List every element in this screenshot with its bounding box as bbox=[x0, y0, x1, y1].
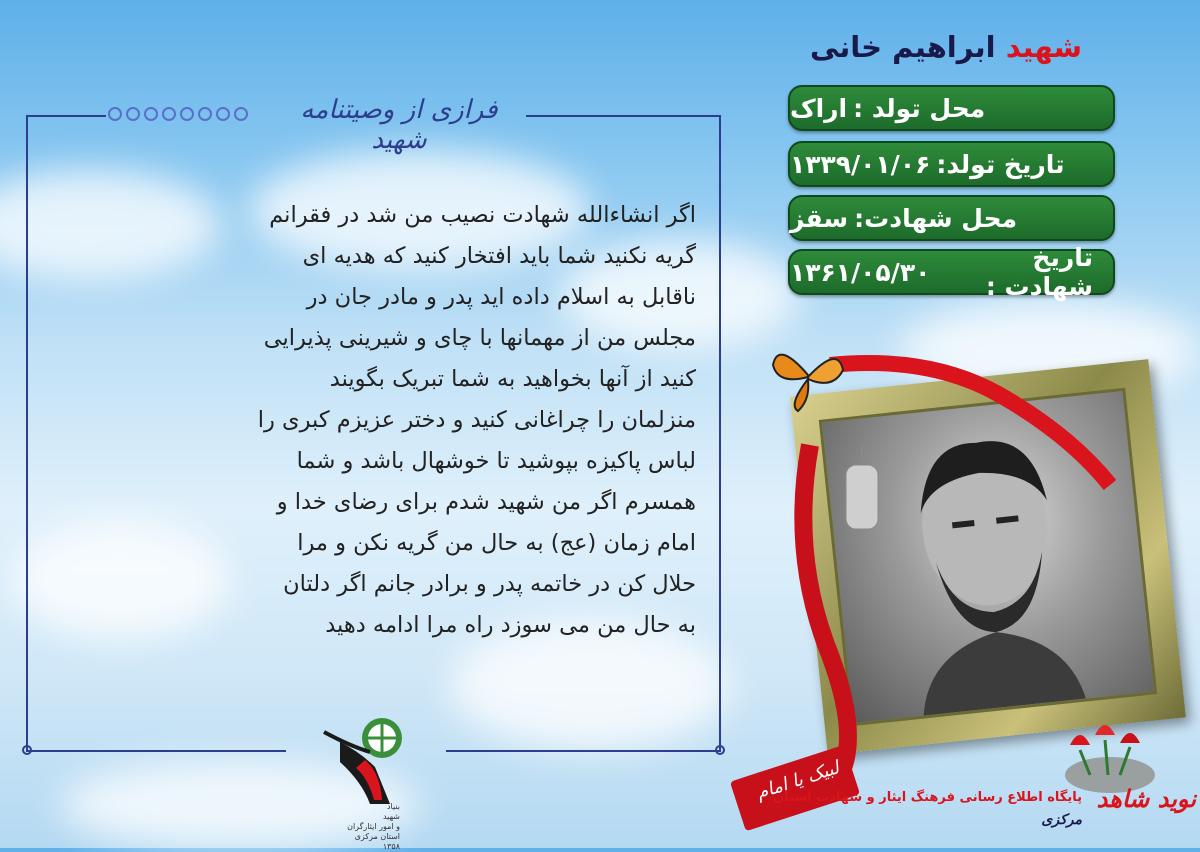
martyr-name bbox=[810, 30, 1082, 64]
emblem-caption bbox=[320, 802, 400, 852]
info-birthplace bbox=[788, 85, 1115, 131]
info-value: اراک bbox=[790, 93, 848, 123]
quote-line: مجلس من از مهمانها با چای و شیرینی پذیرایی bbox=[263, 325, 696, 351]
quote-line: منزلمان را چراغانی کنید و دختر عزیزم کبری را bbox=[257, 407, 696, 433]
footer-site: پایگاه اطلاع رسانی فرهنگ ایثار و شهادت استان bbox=[773, 790, 1082, 805]
stamp-text: لبیک یا امام bbox=[753, 757, 842, 804]
info-label: تاریخ شهادت : bbox=[985, 243, 1093, 301]
emblem-line: و امور ایثارگران bbox=[347, 822, 400, 831]
info-label: محل تولد : bbox=[853, 93, 986, 123]
border-dot bbox=[22, 745, 32, 755]
tulips-icon bbox=[1040, 705, 1160, 795]
panel-border bbox=[26, 115, 28, 750]
emblem-line: شهید bbox=[382, 812, 400, 821]
quote-body bbox=[66, 195, 696, 646]
quote-line: کنید از آنها بخواهید به شما تبریک بگویند bbox=[329, 366, 696, 392]
panel-border bbox=[26, 750, 286, 752]
foundation-emblem bbox=[320, 712, 426, 851]
quote-line: به حال من می سوزد راه مرا ادامه دهید bbox=[325, 612, 696, 638]
info-birthdate bbox=[788, 141, 1115, 187]
panel-border bbox=[446, 750, 721, 752]
emblem-line: استان مرکزی bbox=[354, 832, 400, 841]
emblem-icon bbox=[320, 712, 426, 808]
info-martyrdom-place bbox=[788, 195, 1115, 241]
panel-border bbox=[26, 115, 106, 117]
dog-tag-icon bbox=[842, 445, 882, 535]
panel-border bbox=[719, 115, 721, 750]
info-martyrdom-date bbox=[788, 243, 1115, 301]
quote-line: اگر انشاءالله شهادت نصیب من شد در فقرانم bbox=[269, 202, 696, 228]
quote-line: همسرم اگر من شهید شدم برای رضای خدا و bbox=[276, 489, 696, 515]
info-label: تاریخ تولد: bbox=[936, 149, 1065, 179]
quote-line: ناقابل به اسلام داده اید پدر و مادر جان در bbox=[306, 284, 696, 310]
info-value: سقز bbox=[790, 203, 849, 233]
border-dot bbox=[715, 745, 725, 755]
portrait-area bbox=[770, 335, 1200, 785]
info-value: ۱۳۶۱/۰۵/۳۰ bbox=[790, 257, 931, 287]
footer-province: مرکزی bbox=[1041, 812, 1082, 828]
quote-line: لباس پاکیزه بپوشید تا خوشهال باشد و شما bbox=[296, 448, 696, 474]
brand-logo: نوید شاهد bbox=[1096, 785, 1196, 813]
panel-border bbox=[526, 115, 721, 117]
quote-title: فرازی از وصیتنامه شهید bbox=[300, 95, 498, 155]
name-prefix: شهید bbox=[1005, 30, 1082, 64]
decorative-dots bbox=[108, 107, 248, 121]
quote-line: امام زمان (عج) به حال من گریه نکن و مرا bbox=[297, 530, 696, 556]
info-value: ۱۳۳۹/۰۱/۰۶ bbox=[790, 149, 931, 179]
quote-line: گریه نکنید شما باید افتخار کنید که هدیه ای bbox=[302, 243, 696, 269]
emblem-line: بنیاد bbox=[386, 802, 400, 811]
quote-line: حلال کن در خاتمه پدر و برادر جانم اگر دلتان bbox=[283, 571, 696, 597]
info-label: محل شهادت: bbox=[854, 203, 1018, 233]
butterfly-icon bbox=[768, 335, 848, 415]
name-text: ابراهیم خانی bbox=[810, 30, 996, 64]
emblem-line: ۱۳۵۸ bbox=[382, 842, 400, 851]
quote-panel bbox=[26, 95, 721, 763]
